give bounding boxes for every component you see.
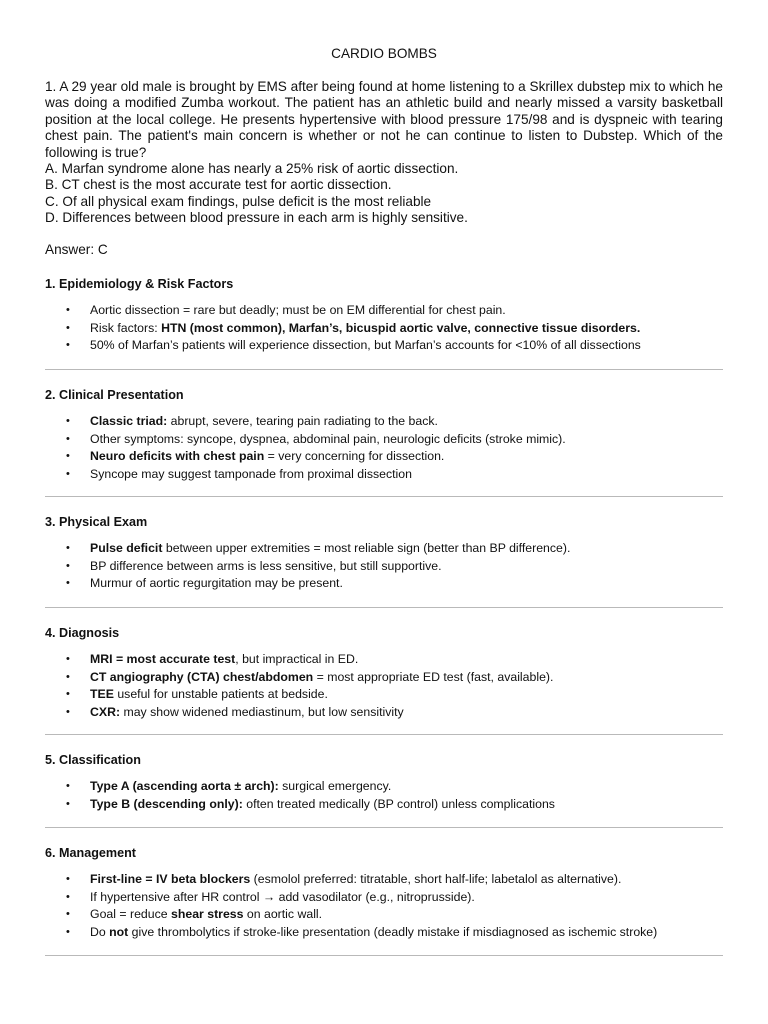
bold-text: First-line = IV beta blockers bbox=[90, 872, 251, 886]
bullet-list bbox=[45, 651, 723, 721]
bullet-item bbox=[45, 558, 723, 576]
text-run: , but impractical in ED. bbox=[235, 652, 359, 666]
text-run: Syncope may suggest tamponade from proximal dissection bbox=[90, 466, 412, 481]
bullet-icon: • bbox=[66, 304, 70, 316]
section-heading: 6. Management bbox=[45, 846, 136, 860]
section-heading: 3. Physical Exam bbox=[45, 515, 148, 529]
bullet-icon: • bbox=[66, 559, 70, 572]
answer-key: Answer: C bbox=[45, 242, 108, 257]
answer-option-c: C. Of all physical exam findings, pulse deficit is the most reliable bbox=[45, 193, 432, 209]
bullet-icon: • bbox=[66, 432, 70, 445]
section-divider bbox=[45, 369, 723, 370]
bullet-icon: • bbox=[66, 653, 70, 665]
text-run: = most appropriate ED test (fast, available). bbox=[313, 669, 554, 684]
text-run: surgical emergency. bbox=[278, 779, 392, 793]
bullet-list bbox=[45, 540, 723, 593]
text-run: (esmolol preferred: titratable, short half-life; labetalol as alternative). bbox=[250, 872, 622, 886]
bullet-item bbox=[45, 466, 723, 484]
bold-text: shear stress bbox=[171, 907, 244, 922]
section-4 bbox=[45, 625, 723, 721]
bullet-item bbox=[45, 669, 723, 687]
bullet-item bbox=[45, 778, 723, 796]
text-run: may show widened mediastinum, but low sensitivity bbox=[120, 704, 404, 719]
section-divider bbox=[45, 827, 723, 828]
text-run: give thrombolytics if stroke-like presentation (deadly mistake if misdiagnosed as ischemic stroke) bbox=[128, 924, 658, 939]
bullet-item bbox=[45, 889, 723, 907]
bullet-icon: • bbox=[66, 339, 70, 352]
bullet-item bbox=[45, 320, 723, 338]
bullet-icon: • bbox=[66, 542, 70, 554]
bullet-item bbox=[45, 796, 723, 814]
bullet-icon: • bbox=[66, 797, 70, 810]
bullet-item bbox=[45, 871, 723, 889]
text-run: useful for unstable patients at bedside. bbox=[113, 687, 328, 702]
bullet-icon: • bbox=[66, 908, 70, 921]
bullet-icon: • bbox=[66, 873, 70, 885]
bullet-icon: • bbox=[66, 670, 70, 683]
section-5 bbox=[45, 752, 723, 813]
text-run: Do bbox=[90, 924, 110, 939]
bullet-item bbox=[45, 924, 723, 942]
bullet-item bbox=[45, 686, 723, 704]
text-run: Aortic dissection = rare but deadly; must be on EM differential for chest pain. bbox=[90, 303, 506, 317]
question-stem: 1. A 29 year old male is brought by EMS after being found at home listening to a Skrillex dubstep mix to which he was doing a modified Zumba workout. The patient has an athletic build and nearly missed a varsity basketball position at the local college. He presents hypertensive with blood pressure 175/98 and is dyspneic with tearing chest pain. The patient's main concern is whether or not he can continue to listen to Dubstep. Which of the following is true? bbox=[45, 79, 723, 160]
bold-text: HTN (most common), Marfan’s, bicuspid aortic valve, connective tissue disorders. bbox=[161, 320, 641, 335]
section-2 bbox=[45, 387, 723, 483]
bullet-list bbox=[45, 413, 723, 483]
bold-text: Pulse deficit bbox=[90, 541, 163, 555]
section-heading: 1. Epidemiology & Risk Factors bbox=[45, 277, 234, 291]
bullet-item bbox=[45, 651, 723, 669]
bold-text: Type B (descending only): bbox=[90, 796, 243, 811]
text-run: Murmur of aortic regurgitation may be present. bbox=[90, 576, 343, 591]
bullet-icon: • bbox=[66, 705, 70, 718]
section-heading: 4. Diagnosis bbox=[45, 626, 120, 640]
text-run: Goal = reduce bbox=[90, 907, 172, 922]
bold-text: not bbox=[109, 924, 129, 939]
bold-text: CT angiography (CTA) chest/abdomen bbox=[90, 669, 314, 684]
bold-text: TEE bbox=[90, 687, 114, 702]
bold-text: Classic triad: bbox=[90, 414, 168, 428]
bullet-item bbox=[45, 906, 723, 924]
bullet-item bbox=[45, 413, 723, 431]
answer-option-b: B. CT chest is the most accurate test for aortic dissection. bbox=[45, 177, 392, 193]
text-run: BP difference between arms is less sensitive, but still supportive. bbox=[90, 558, 442, 573]
bullet-icon: • bbox=[66, 890, 70, 903]
section-heading: 5. Classification bbox=[45, 753, 141, 767]
answer-option-d: D. Differences between blood pressure in each arm is highly sensitive. bbox=[45, 210, 468, 226]
bullet-item bbox=[45, 704, 723, 722]
bullet-list bbox=[45, 302, 723, 355]
bullet-icon: • bbox=[66, 688, 70, 701]
bullet-item bbox=[45, 431, 723, 449]
bold-text: Type A (ascending aorta ± arch): bbox=[90, 779, 279, 793]
text-run: abrupt, severe, tearing pain radiating to the back. bbox=[167, 414, 438, 428]
answer-option-a: A. Marfan syndrome alone has nearly a 25% risk of aortic dissection. bbox=[45, 161, 459, 177]
section-1 bbox=[45, 276, 723, 355]
bullet-item bbox=[45, 540, 723, 558]
section-divider bbox=[45, 607, 723, 608]
bullet-item bbox=[45, 575, 723, 593]
bold-text: Neuro deficits with chest pain bbox=[90, 449, 265, 464]
text-run: If hypertensive after HR control → add vasodilator (e.g., nitroprusside). bbox=[90, 889, 475, 904]
bullet-list bbox=[45, 871, 723, 941]
text-run: 50% of Marfan’s patients will experience dissection, but Marfan’s accounts for <10% of all dissections bbox=[90, 338, 641, 353]
section-divider bbox=[45, 955, 723, 956]
section-divider bbox=[45, 496, 723, 497]
bullet-item bbox=[45, 448, 723, 466]
bullet-icon: • bbox=[66, 321, 70, 334]
text-run: Other symptoms: syncope, dyspnea, abdominal pain, neurologic deficits (stroke mimic). bbox=[90, 431, 566, 446]
bullet-icon: • bbox=[66, 415, 70, 427]
bold-text: MRI = most accurate test bbox=[90, 652, 236, 666]
section-6 bbox=[45, 845, 723, 941]
section-heading: 2. Clinical Presentation bbox=[45, 388, 184, 402]
document-title: CARDIO BOMBS bbox=[331, 46, 437, 61]
bullet-icon: • bbox=[66, 780, 70, 792]
text-run: Risk factors: bbox=[90, 320, 162, 335]
text-run: between upper extremities = most reliable sign (better than BP difference). bbox=[162, 541, 571, 555]
section-3 bbox=[45, 514, 723, 593]
bullet-item bbox=[45, 337, 723, 355]
bullet-icon: • bbox=[66, 925, 70, 938]
bullet-icon: • bbox=[66, 577, 70, 590]
bullet-list bbox=[45, 778, 723, 813]
section-divider bbox=[45, 734, 723, 735]
question-block bbox=[45, 79, 723, 227]
bullet-icon: • bbox=[66, 450, 70, 463]
text-run: often treated medically (BP control) unless complications bbox=[242, 796, 555, 811]
bold-text: CXR: bbox=[90, 704, 121, 719]
text-run: = very concerning for dissection. bbox=[264, 449, 445, 464]
bullet-icon: • bbox=[66, 467, 70, 480]
bullet-item bbox=[45, 302, 723, 320]
text-run: on aortic wall. bbox=[243, 907, 323, 922]
